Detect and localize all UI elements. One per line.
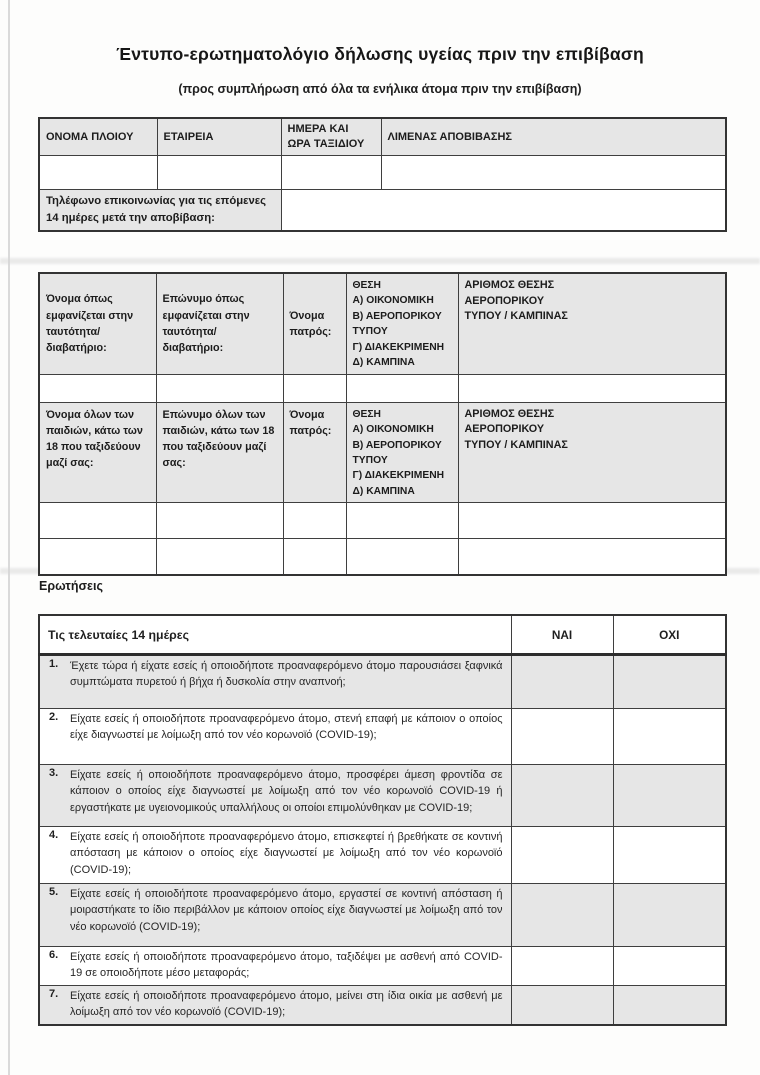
question-6-number: 6. — [49, 949, 59, 961]
children-seat-number-label-cell — [458, 402, 726, 503]
questions-period-header: Τις τελευταίες 14 ημέρες — [39, 615, 511, 655]
question-5-text: Είχατε εσείς ή οποιοδήποτε προαναφερόμενο άτομο, εργαστεί σε κοντινή απόσταση ή μοιραστήκατε το ίδιο περιβάλλον με κάποιον οποίος είχε διαγνωστεί με λοίμωξη από τον νέο κορωνοϊό (COVID-19); — [70, 888, 503, 933]
question-5-yes-cell[interactable] — [511, 884, 613, 947]
passenger-table — [38, 272, 727, 576]
contact-phone-row — [39, 190, 726, 231]
questions-header-row — [39, 615, 726, 655]
question-7-no-cell[interactable] — [613, 986, 726, 1025]
page-subtitle: (προς συμπλήρωση από όλα τα ενήλικα άτομα πριν την επιβίβαση) — [178, 82, 582, 96]
children-first-name-label: Όνομα όλων των παιδιών, κάτω των 18 που ταξιδεύουν μαζί σας: — [39, 402, 156, 503]
question-row-6 — [39, 947, 726, 986]
question-3-yes-cell[interactable] — [511, 765, 613, 827]
question-1-number: 1. — [49, 658, 59, 670]
question-1-no-cell[interactable] — [613, 655, 726, 709]
adult-seat-class-input-cell[interactable] — [346, 374, 458, 402]
ship-name-header: ΟΝΟΜΑ ΠΛΟΙΟΥ — [39, 118, 157, 156]
question-5-number: 5. — [49, 886, 59, 898]
child1-seat-number-input-cell[interactable] — [458, 503, 726, 539]
question-1-text-cell — [39, 655, 511, 709]
page-title: Έντυπο-ερωτηματολόγιο δήλωσης υγείας πριν την επιβίβαση — [116, 44, 644, 64]
question-2-text-cell — [39, 709, 511, 765]
question-7-text: Είχατε εσείς ή οποιοδήποτε προαναφερόμενο άτομο, μείνει στη ίδια οικία με ασθενή με λοίμωξη από τον νέο κορωνοϊό (COVID-19); — [70, 990, 503, 1019]
child2-seat-class-input-cell[interactable] — [346, 539, 458, 576]
seat-class-option-b: Β) ΑΕΡΟΠΟΡΙΚΟΥ ΤΥΠΟΥ — [352, 439, 442, 466]
yes-column-header: ΝΑΙ — [511, 615, 613, 655]
adult-last-name-input-cell[interactable] — [156, 374, 283, 402]
question-1-yes-cell[interactable] — [511, 655, 613, 709]
trip-input-row — [39, 156, 726, 190]
seat-class-label: ΘΕΣΗ — [352, 408, 381, 420]
seat-class-option-d: Δ) ΚΑΜΠΙΝΑ — [352, 485, 415, 497]
child2-last-name-input-cell[interactable] — [156, 539, 283, 576]
question-6-text-cell — [39, 947, 511, 986]
trip-info-table — [38, 117, 727, 232]
child-input-row-2 — [39, 539, 726, 576]
seat-class-option-b: Β) ΑΕΡΟΠΟΡΙΚΟΥ ΤΥΠΟΥ — [352, 310, 442, 338]
seat-class-option-c: Γ) ΔΙΑΚΕΚΡΙΜΕΝΗ — [352, 341, 445, 353]
question-row-7 — [39, 986, 726, 1025]
seat-class-label: ΘΕΣΗ — [352, 280, 381, 291]
adult-labels-row — [39, 273, 726, 374]
child2-first-name-input-cell[interactable] — [39, 539, 156, 576]
questions-table — [38, 614, 727, 1026]
child2-seat-number-input-cell[interactable] — [458, 539, 726, 576]
adult-seat-number-input-cell[interactable] — [458, 374, 726, 402]
child1-last-name-input-cell[interactable] — [156, 503, 283, 539]
travel-datetime-header: ΗΜΕΡΑ ΚΑΙ ΩΡΑ ΤΑΞΙΔΙΟΥ — [281, 118, 381, 156]
question-3-text: Είχατε εσείς ή οποιοδήποτε προαναφερόμενο άτομο, προσφέρει άμεση φροντίδα σε κάποιον ο οποίος είχε διαγνωστεί με λοίμωξη από τον νέο κορωνοϊό COVID-19 ή εργαστήκατε με υγειονομικούς υπαλλήλους οι οποίοι επιμολύνθηκαν με COVID-19; — [70, 769, 503, 814]
question-6-text: Είχατε εσείς ή οποιοδήποτε προαναφερόμενο άτομο, ταξιδέψει με ασθενή από COVID-19 σε οποιοδήποτε μέσο μεταφοράς; — [70, 951, 503, 980]
children-father-name-label: Όνομα πατρός: — [283, 402, 346, 503]
question-7-number: 7. — [49, 988, 59, 1000]
question-5-text-cell — [39, 884, 511, 947]
question-3-number: 3. — [49, 767, 59, 779]
question-6-no-cell[interactable] — [613, 947, 726, 986]
question-2-no-cell[interactable] — [613, 709, 726, 765]
question-row-2 — [39, 709, 726, 765]
question-6-yes-cell[interactable] — [511, 947, 613, 986]
question-3-text-cell — [39, 765, 511, 827]
ship-name-input-cell[interactable] — [39, 156, 157, 190]
disembark-port-input-cell[interactable] — [381, 156, 726, 190]
adult-father-name-label: Όνομα πατρός: — [283, 273, 346, 374]
scan-artifact-band — [0, 258, 760, 264]
child1-seat-class-input-cell[interactable] — [346, 503, 458, 539]
question-7-text-cell — [39, 986, 511, 1025]
company-input-cell[interactable] — [157, 156, 281, 190]
no-column-header: ΟΧΙ — [613, 615, 726, 655]
adult-first-name-input-cell[interactable] — [39, 374, 156, 402]
question-2-yes-cell[interactable] — [511, 709, 613, 765]
contact-phone-input-cell[interactable] — [281, 190, 726, 231]
child1-first-name-input-cell[interactable] — [39, 503, 156, 539]
trip-header-row — [39, 118, 726, 156]
travel-datetime-input-cell[interactable] — [281, 156, 381, 190]
question-3-no-cell[interactable] — [613, 765, 726, 827]
seat-number-label: ΑΡΙΘΜΟΣ ΘΕΣΗΣ ΑΕΡΟΠΟΡΙΚΟΥ ΤΥΠΟΥ / ΚΑΜΠΙΝΑΣ — [464, 279, 568, 323]
seat-class-option-c: Γ) ΔΙΑΚΕΚΡΙΜΕΝΗ — [352, 470, 445, 482]
children-seat-class-label-cell — [346, 402, 458, 503]
question-4-no-cell[interactable] — [613, 827, 726, 884]
question-row-4 — [39, 827, 726, 884]
scan-edge-line — [8, 0, 10, 1075]
seat-class-option-d: Δ) ΚΑΜΠΙΝΑ — [352, 357, 415, 369]
company-header: ΕΤΑΙΡΕΙΑ — [157, 118, 281, 156]
seat-class-option-a: Α) ΟΙΚΟΝΟΜΙΚΗ — [352, 424, 434, 436]
adult-input-row — [39, 374, 726, 402]
seat-class-label-cell — [346, 273, 458, 374]
question-7-yes-cell[interactable] — [511, 986, 613, 1025]
question-2-text: Είχατε εσείς ή οποιοδήποτε προαναφερόμενο άτομο, στενή επαφή με κάποιον ο οποίος είχε διαγνωστεί με λοίμωξη από τον νέο κορωνοϊό (COVID-19); — [70, 713, 503, 742]
question-2-number: 2. — [49, 711, 59, 723]
contact-phone-label: Τηλέφωνο επικοινωνίας για τις επόμενες 14 ημέρες μετά την αποβίβαση: — [39, 190, 281, 231]
questions-section-label: Ερωτήσεις — [39, 579, 103, 593]
question-4-yes-cell[interactable] — [511, 827, 613, 884]
adult-first-name-label: Όνομα όπως εμφανίζεται στην ταυτότητα/ διαβατήριο: — [39, 273, 156, 374]
question-5-no-cell[interactable] — [613, 884, 726, 947]
children-labels-row — [39, 402, 726, 503]
disembark-port-header: ΛΙΜΕΝΑΣ ΑΠΟΒΙΒΑΣΗΣ — [381, 118, 726, 156]
question-row-5 — [39, 884, 726, 947]
question-4-text-cell — [39, 827, 511, 884]
adult-last-name-label: Επώνυμο όπως εμφανίζεται στην ταυτότητα/διαβατήριο: — [156, 273, 283, 374]
question-1-text: Έχετε τώρα ή είχατε εσείς ή οποιοδήποτε προαναφερόμενο άτομο παρουσιάσει ξαφνικά συμπτώματα πυρετού ή βήχα ή δυσκολία στην αναπνοή; — [70, 660, 503, 689]
question-4-text: Είχατε εσείς ή οποιοδήποτε προαναφερόμενο άτομο, επισκεφτεί ή βρεθήκατε σε κοντινή απόσταση με κάποιον ο οποίος είχε διαγνωστεί με λοίμωξη από τον νέο κορωνοϊό (COVID-19); — [70, 831, 503, 876]
seat-number-label-cell — [458, 273, 726, 374]
question-row-1 — [39, 655, 726, 709]
question-row-3 — [39, 765, 726, 827]
child-input-row-1 — [39, 503, 726, 539]
adult-father-name-input-cell[interactable] — [283, 374, 346, 402]
child2-father-name-input-cell[interactable] — [283, 539, 346, 576]
seat-number-label: ΑΡΙΘΜΟΣ ΘΕΣΗΣ ΑΕΡΟΠΟΡΙΚΟΥ ΤΥΠΟΥ / ΚΑΜΠΙΝΑΣ — [464, 407, 568, 451]
question-4-number: 4. — [49, 829, 59, 841]
children-last-name-label: Επώνυμο όλων των παιδιών, κάτω των 18 που ταξιδεύουν μαζί σας: — [156, 402, 283, 503]
seat-class-option-a: Α) ΟΙΚΟΝΟΜΙΚΗ — [352, 295, 434, 307]
child1-father-name-input-cell[interactable] — [283, 503, 346, 539]
